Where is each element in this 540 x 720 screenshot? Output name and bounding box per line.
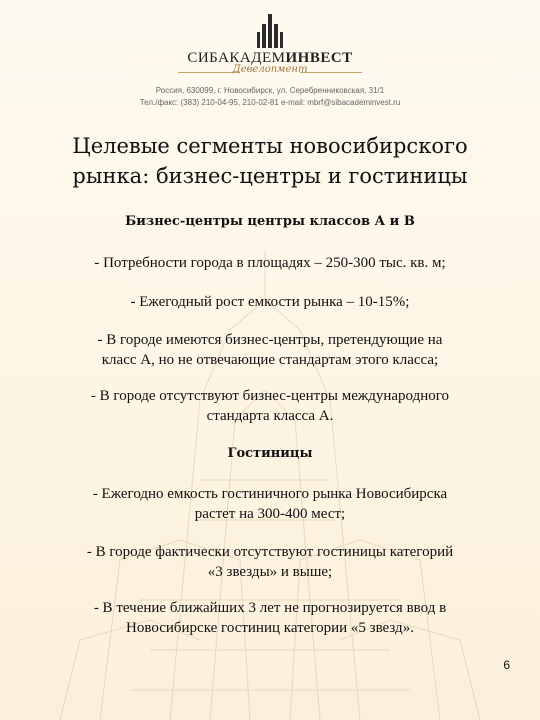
bullet-item	[14, 542, 526, 582]
contact-phone-email: Тел./факс: (383) 210-04-95, 210-02-81 e-mail: mbrf@sibacademinvest.ru	[139, 98, 401, 107]
title-line-2: рынка: бизнес-центры и гостиницы	[72, 164, 468, 188]
bullet-item	[14, 598, 526, 638]
bullet-item	[14, 484, 526, 524]
contact-address: Россия, 630099, г. Новосибирск, ул. Серебренниковская, 31/1	[155, 86, 385, 95]
bullet-item	[14, 330, 526, 370]
brand-part2: ИНВЕСТ	[285, 50, 353, 66]
bullet-line: «3 звезды» и выше;	[207, 564, 333, 580]
bullet-line: растет на 300-400 мест;	[194, 506, 346, 522]
bullet-line: Новосибирске гостиниц категории «5 звезд».	[126, 620, 414, 636]
bullet-line: - В городе фактически отсутствуют гостиницы категорий	[86, 544, 454, 560]
brand-part1: СИБАКАДЕМ	[187, 50, 286, 66]
bullet-line: класс А, но не отвечающие стандартам этого класса;	[101, 352, 439, 368]
page-number: 6	[503, 658, 510, 672]
brand-tagline: Девелопмент	[232, 64, 308, 75]
section-heading-business-centers: Бизнес-центры центры классов А и В	[125, 214, 415, 229]
title-line-1: Целевые сегменты новосибирского	[72, 134, 468, 158]
bullet-line: - В течение ближайших 3 лет не прогнозируется ввод в	[93, 600, 447, 616]
bullet-line: - Ежегодный рост емкости рынка – 10-15%;	[130, 294, 410, 310]
logo	[0, 14, 540, 52]
building-logo-icon	[257, 14, 283, 48]
bullet-line: - В городе имеются бизнес-центры, претендующие на	[97, 332, 443, 348]
bullet-line: - Ежегодно емкость гостиничного рынка Новосибирска	[92, 486, 448, 502]
bullet-item	[14, 253, 526, 273]
bullet-item	[14, 386, 526, 426]
page-title	[30, 131, 510, 191]
bullet-line: - В городе отсутствуют бизнес-центры международного	[90, 388, 450, 404]
section-heading-hotels: Гостиницы	[227, 446, 313, 461]
bullet-line: стандарта класса А.	[206, 408, 334, 424]
bullet-item	[14, 292, 526, 312]
bullet-line: - Потребности города в площадях – 250-300 тыс. кв. м;	[94, 255, 446, 271]
